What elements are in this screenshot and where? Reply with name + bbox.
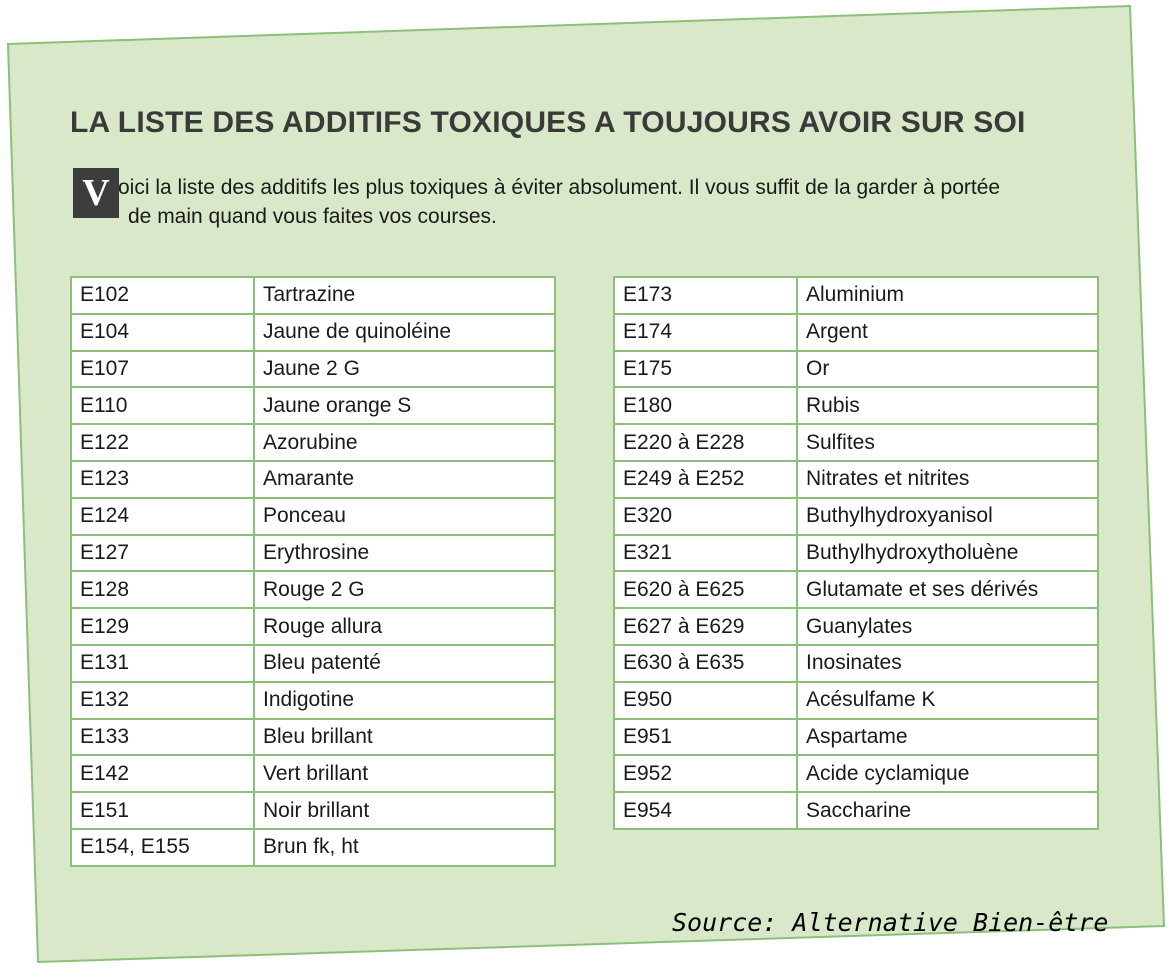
table-row [71, 387, 555, 424]
additive-code: E174 [614, 314, 797, 351]
table-row [71, 498, 555, 535]
additive-name: Ponceau [254, 498, 555, 535]
additive-name: Acésulfame K [797, 682, 1098, 719]
additive-name: Jaune orange S [254, 387, 555, 424]
additive-name: Buthylhydroxytholuène [797, 535, 1098, 572]
table-row [71, 424, 555, 461]
table-row [614, 608, 1098, 645]
additive-code: E128 [71, 571, 254, 608]
table-row [71, 314, 555, 351]
table-row [71, 535, 555, 572]
table-row [71, 682, 555, 719]
additive-code: E127 [71, 535, 254, 572]
additive-code: E950 [614, 682, 797, 719]
additive-code: E175 [614, 351, 797, 388]
table-row [71, 461, 555, 498]
intro-line-1: oici la liste des additifs les plus toxiques à éviter absolument. Il vous suffit de la garder à portée [118, 176, 1001, 199]
table-row [614, 571, 1098, 608]
additive-name: Inosinates [797, 645, 1098, 682]
additive-code: E110 [71, 387, 254, 424]
table-row [614, 719, 1098, 756]
additive-code: E220 à E228 [614, 424, 797, 461]
table-row [614, 387, 1098, 424]
additive-name: Brun fk, ht [254, 829, 555, 866]
additive-code: E151 [71, 792, 254, 829]
table-row [71, 351, 555, 388]
additive-name: Rouge allura [254, 608, 555, 645]
additive-code: E620 à E625 [614, 571, 797, 608]
additive-name: Amarante [254, 461, 555, 498]
additive-name: Vert brillant [254, 755, 555, 792]
table-row [71, 571, 555, 608]
additive-code: E129 [71, 608, 254, 645]
table-row [614, 314, 1098, 351]
table-row [614, 277, 1098, 314]
additives-table-left [70, 276, 556, 867]
intro-paragraph [118, 173, 1108, 231]
additive-code: E951 [614, 719, 797, 756]
additive-name: Noir brillant [254, 792, 555, 829]
table-row [71, 608, 555, 645]
additive-code: E180 [614, 387, 797, 424]
additive-name: Guanylates [797, 608, 1098, 645]
intro-line-2: de main quand vous faites vos courses. [128, 205, 497, 228]
additive-name: Erythrosine [254, 535, 555, 572]
additive-name: Indigotine [254, 682, 555, 719]
table-row [614, 535, 1098, 572]
additive-code: E142 [71, 755, 254, 792]
dropcap-letter: V [73, 168, 119, 218]
table-row [71, 829, 555, 866]
additive-name: Jaune de quinoléine [254, 314, 555, 351]
table-row [614, 498, 1098, 535]
additive-code: E954 [614, 792, 797, 829]
additive-code: E132 [71, 682, 254, 719]
table-row [614, 755, 1098, 792]
additive-code: E104 [71, 314, 254, 351]
additive-code: E627 à E629 [614, 608, 797, 645]
additive-name: Saccharine [797, 792, 1098, 829]
additive-name: Azorubine [254, 424, 555, 461]
additive-code: E173 [614, 277, 797, 314]
table-row [71, 792, 555, 829]
table-row [71, 277, 555, 314]
additive-code: E630 à E635 [614, 645, 797, 682]
additive-code: E124 [71, 498, 254, 535]
additive-name: Sulfites [797, 424, 1098, 461]
additive-name: Bleu patenté [254, 645, 555, 682]
additives-table-right [613, 276, 1099, 830]
table-row [614, 424, 1098, 461]
table-row [614, 351, 1098, 388]
additive-code: E131 [71, 645, 254, 682]
table-row [614, 645, 1098, 682]
source-credit: Source: Alternative Bien-être [672, 908, 1109, 937]
additive-code: E122 [71, 424, 254, 461]
additive-code: E952 [614, 755, 797, 792]
additive-name: Acide cyclamique [797, 755, 1098, 792]
additive-name: Rouge 2 G [254, 571, 555, 608]
table-row [71, 719, 555, 756]
additive-code: E320 [614, 498, 797, 535]
table-row [614, 461, 1098, 498]
additive-name: Bleu brillant [254, 719, 555, 756]
additive-name: Tartrazine [254, 277, 555, 314]
additive-code: E107 [71, 351, 254, 388]
table-row [614, 792, 1098, 829]
additive-code: E133 [71, 719, 254, 756]
additive-name: Or [797, 351, 1098, 388]
additive-code: E249 à E252 [614, 461, 797, 498]
table-row [71, 755, 555, 792]
page-title: LA LISTE DES ADDITIFS TOXIQUES A TOUJOURS AVOIR SUR SOI [70, 106, 1026, 139]
additive-name: Glutamate et ses dérivés [797, 571, 1098, 608]
additive-code: E321 [614, 535, 797, 572]
additive-name: Argent [797, 314, 1098, 351]
additive-code: E123 [71, 461, 254, 498]
additive-name: Jaune 2 G [254, 351, 555, 388]
additive-name: Aluminium [797, 277, 1098, 314]
additive-name: Buthylhydroxyanisol [797, 498, 1098, 535]
additive-name: Nitrates et nitrites [797, 461, 1098, 498]
additive-name: Rubis [797, 387, 1098, 424]
additive-name: Aspartame [797, 719, 1098, 756]
table-row [614, 682, 1098, 719]
additive-code: E154, E155 [71, 829, 254, 866]
table-row [71, 645, 555, 682]
additive-code: E102 [71, 277, 254, 314]
